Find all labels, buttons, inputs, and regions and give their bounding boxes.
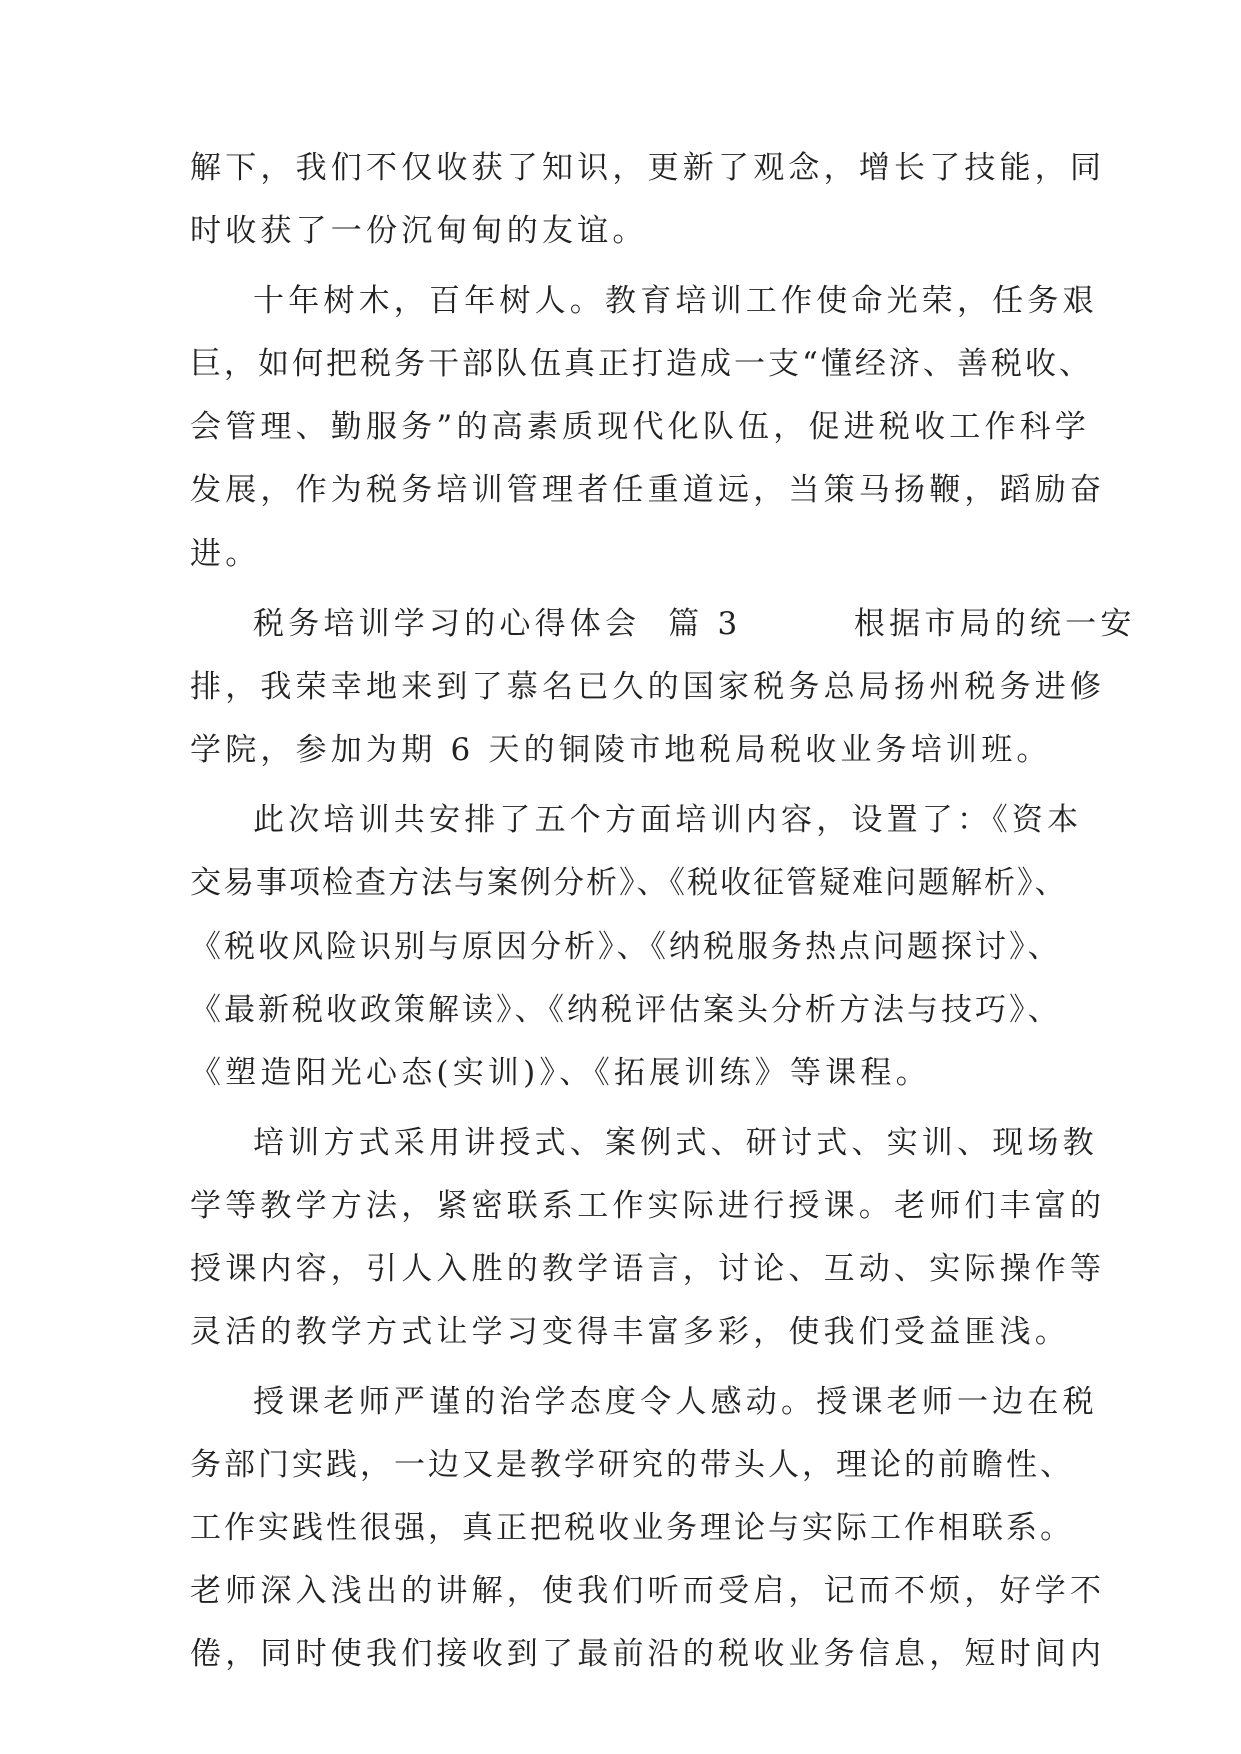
- paragraph-line: 倦，同时使我们接收到了最前沿的税收业务信息，短时间内: [190, 1636, 1106, 1672]
- paragraph-line: 解下，我们不仅收获了知识，更新了观念，增长了技能，同: [190, 150, 1106, 186]
- paragraph-line: 学等教学方法，紧密联系工作实际进行授课。老师们丰富的: [190, 1188, 1106, 1224]
- paragraph-line: 会管理、勤服务”的高素质现代化队伍，促进税收工作科学: [190, 409, 1091, 445]
- paragraph-line: 进。: [190, 536, 261, 572]
- paragraph-line: 授课老师严谨的治学态度令人感动。授课老师一边在税: [253, 1384, 1098, 1420]
- paragraph-line: 授课内容，引人入胜的教学语言，讨论、互动、实际操作等: [190, 1251, 1106, 1287]
- paragraph-line: 灵活的教学方式让学习变得丰富多彩，使我们受益匪浅。: [190, 1314, 1070, 1350]
- paragraph-line: 务部门实践，一边又是教学研究的带头人，理论的前瞻性、: [190, 1447, 1074, 1483]
- paragraph-line: 十年树木，百年树人。教育培训工作使命光荣，任务艰: [253, 283, 1098, 319]
- paragraph-line: 此次培训共安排了五个方面培训内容，设置了：《资本: [253, 802, 1083, 838]
- paragraph-line: 《最新税收政策解读》、《纳税评估案头分析方法与技巧》、: [190, 992, 1062, 1028]
- paragraph-line: 排，我荣幸地来到了慕名已久的国家税务总局扬州税务进修: [190, 669, 1106, 705]
- paragraph-line: 发展，作为税务培训管理者任重道远，当策马扬鞭，蹈励奋: [190, 472, 1106, 508]
- paragraph-line: 交易事项检查方法与案例分析》、《税收征管疑难问题解析》、: [190, 865, 1068, 901]
- paragraph-line: 《塑造阳光心态(实训)》、《拓展训练》等课程。: [190, 1055, 931, 1091]
- paragraph-line: 工作实践性很强，真正把税收业务理论与实际工作相联系。: [190, 1510, 1074, 1546]
- paragraph-line: 《税收风险识别与原因分析》、《纳税服务热点问题探讨》、: [190, 929, 1062, 965]
- section-heading-line: 税务培训学习的心得体会 篇 3 根据市局的统一安: [253, 606, 1136, 642]
- paragraph-line: 时收获了一份沉甸甸的友谊。: [190, 213, 648, 249]
- paragraph-line: 巨，如何把税务干部队伍真正打造成一支“懂经济、善税收、: [190, 346, 1093, 382]
- paragraph-line: 老师深入浅出的讲解，使我们听而受启，记而不烦，好学不: [190, 1573, 1106, 1609]
- paragraph-line: 学院，参加为期 6 天的铜陵市地税局税收业务培训班。: [190, 732, 1052, 768]
- paragraph-line: 培训方式采用讲授式、案例式、研讨式、实训、现场教: [253, 1125, 1098, 1161]
